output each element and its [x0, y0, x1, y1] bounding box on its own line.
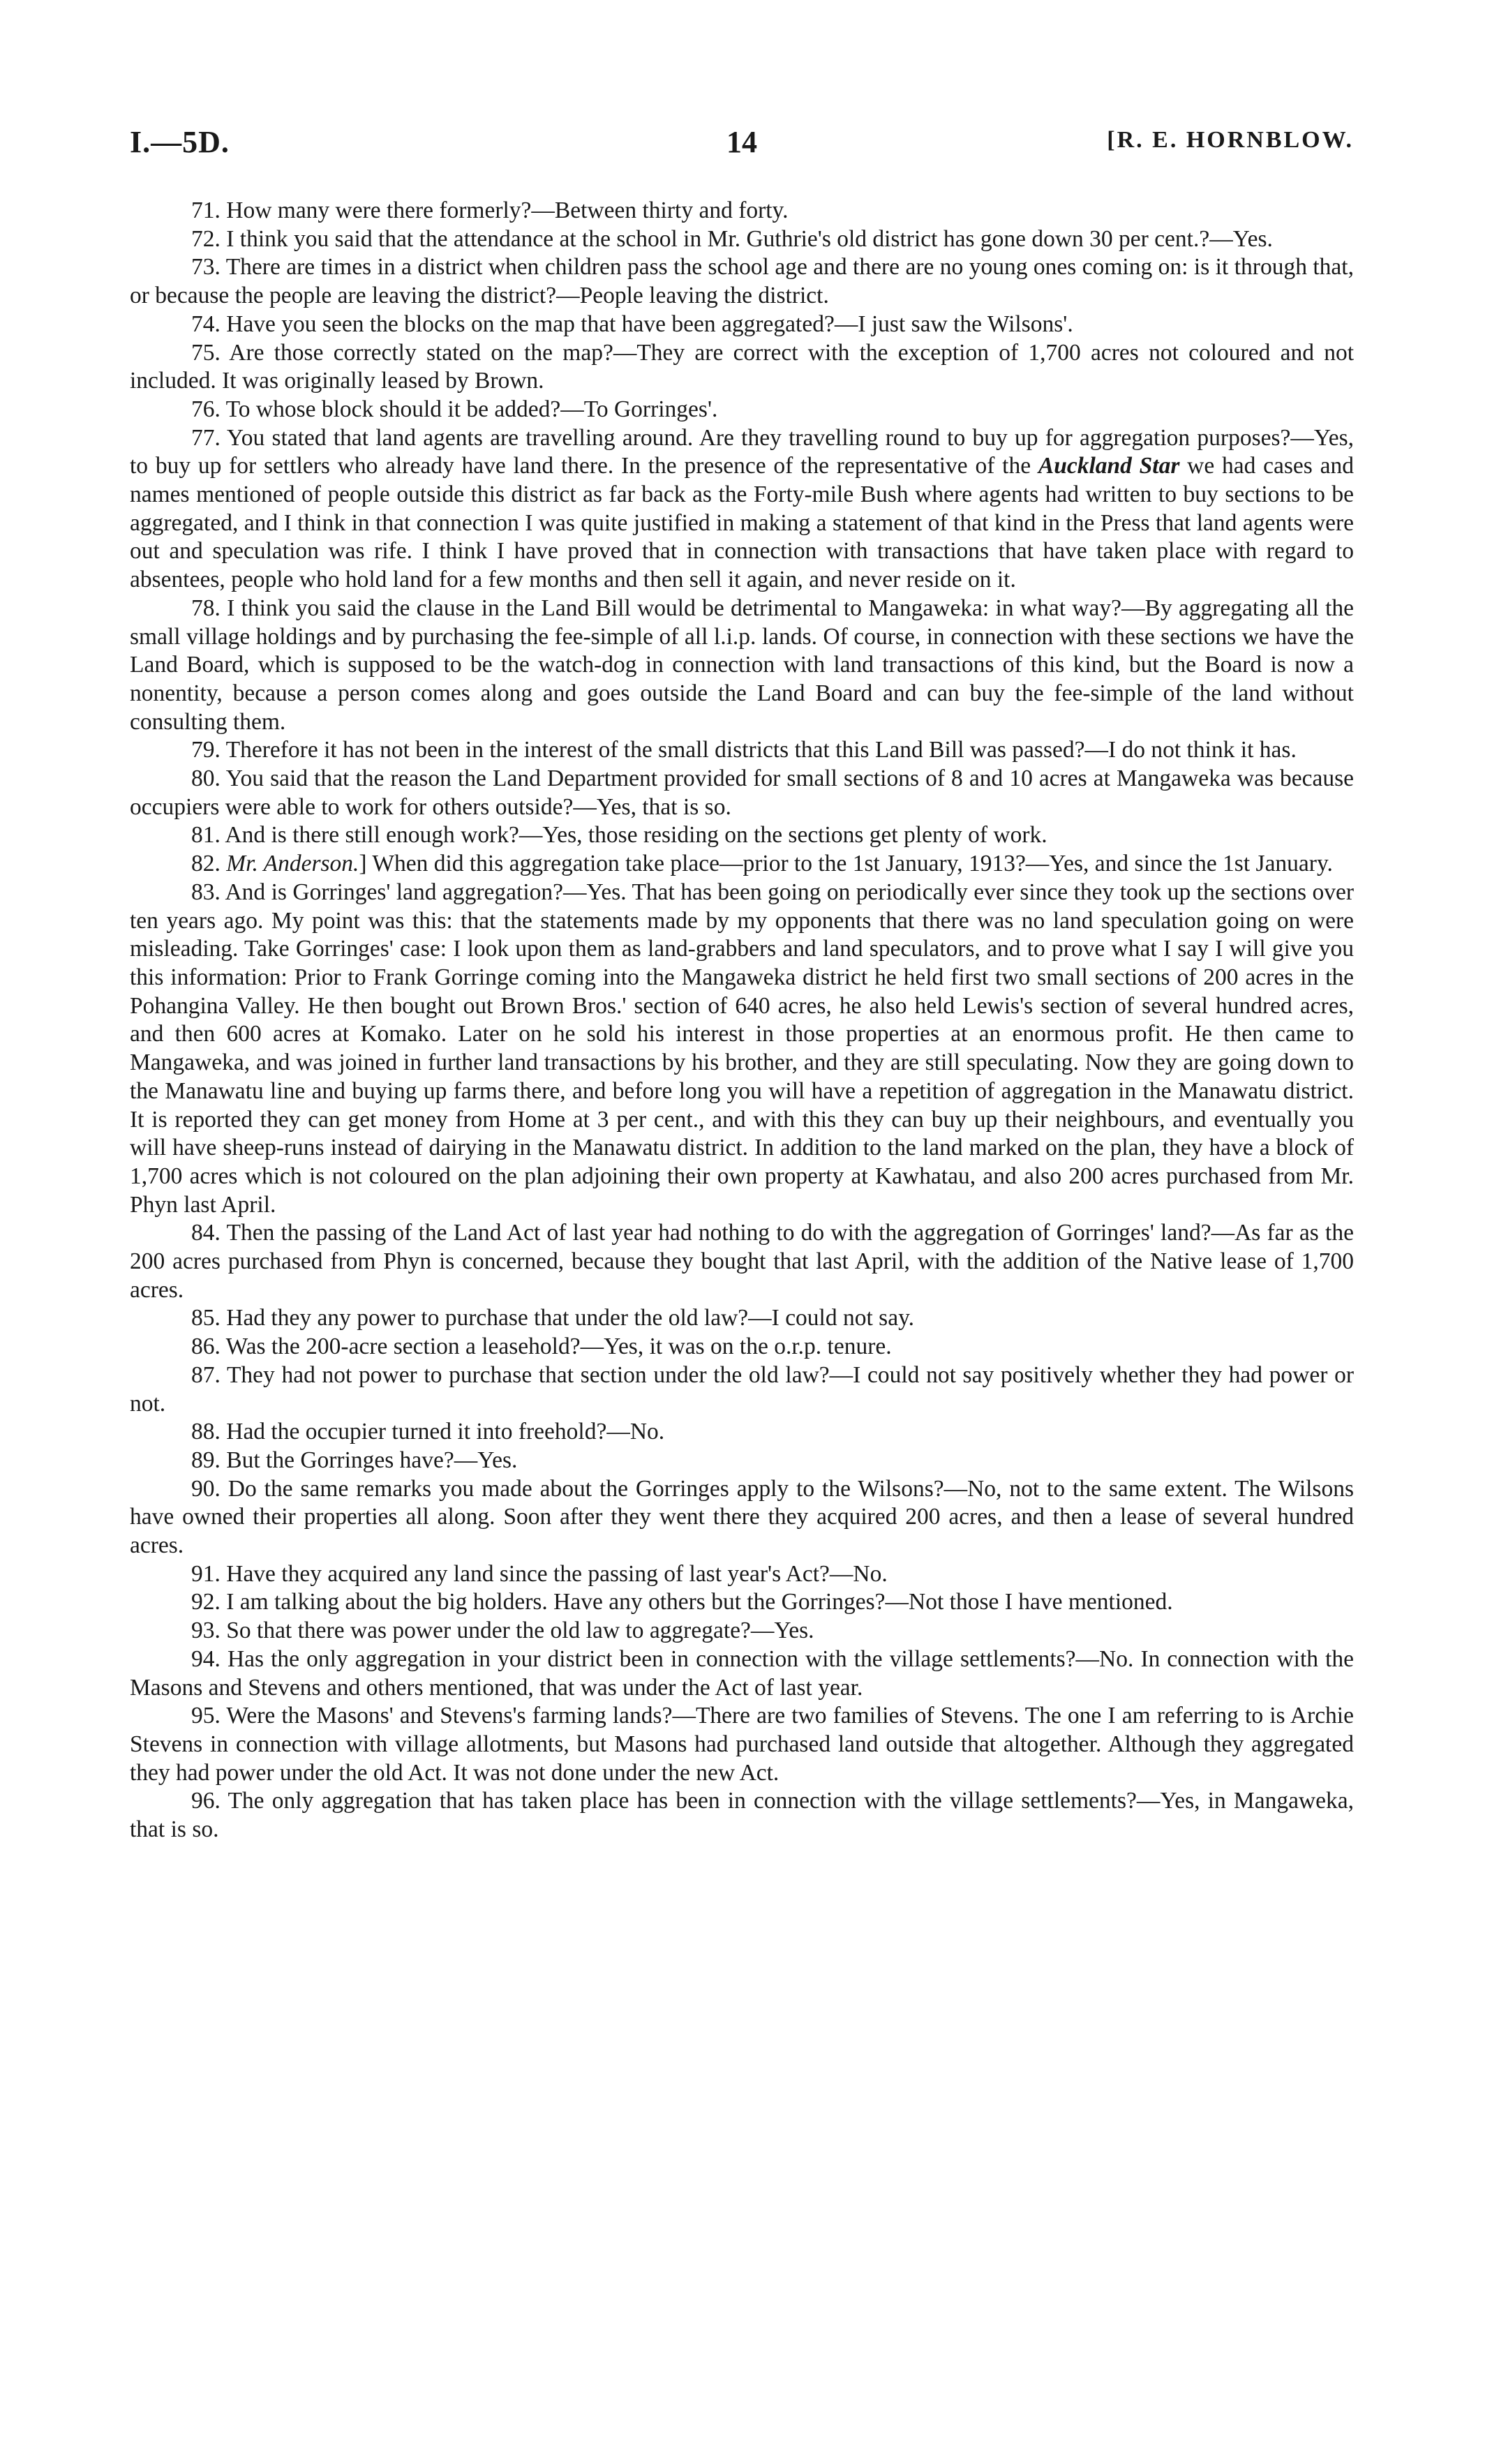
question-91: 91. Have they acquired any land since the passing of last year's Act?—No.: [191, 1560, 888, 1587]
page-header: [130, 124, 1354, 166]
question-93: 93. So that there was power under the old law to aggregate?—Yes.: [191, 1618, 814, 1644]
question-78: 78. I think you said the clause in the Land Bill would be detrimental to Mangaweka: in what way?—By aggregating all the small village holdings and by purchasing the fee-simple of all l.i.p. lands. Of course, in connection with these sections we have the Land Board, which is supposed to be the watch-dog in connection with land transactions of this kind, but the Board is now a nonentity, because a person comes along and goes outside the Land Board and can buy the fee-simple of the land without consulting them.: [130, 595, 1354, 735]
question-86: 86. Was the 200-acre section a leasehold?—Yes, it was on the o.r.p. tenure.: [191, 1334, 892, 1360]
question-72: 72. I think you said that the attendance at the school in Mr. Guthrie's old district has gone down 30 per cent.?—Yes.: [191, 225, 1273, 252]
question-75: 75. Are those correctly stated on the map?—They are correct with the exception of 1,700 acres not coloured and not included. It was originally leased by Brown.: [130, 339, 1354, 394]
question-88: 88. Had the occupier turned it into freehold?—No.: [191, 1419, 665, 1445]
question-87: 87. They had not power to purchase that section under the old law?—I could not say positively whether they had power or not.: [130, 1361, 1354, 1417]
question-92: 92. I am talking about the big holders. Have any others but the Gorringes?—Not those I have mentioned.: [191, 1589, 1173, 1615]
question-79: 79. Therefore it has not been in the interest of the small districts that this Land Bill was passed?—I do not think it has.: [191, 737, 1297, 763]
witness-name: [R. E. HORNBLOW.: [1107, 127, 1354, 153]
paper-reference: I.—5D.: [130, 125, 230, 159]
question-80: 80. You said that the reason the Land Department provided for small sections of 8 and 10 acres at Mangaweka was because occupiers were able to work for others outside?—Yes, that is so.: [130, 766, 1354, 820]
question-95: 95. Were the Masons' and Stevens's farming lands?—There are two families of Stevens. The one I am referring to is Archie Stevens in connection with village allotments, but Masons had purchased land outside that altogether. Although they aggregated they had power under the old Act. It was not done under the new Act.: [130, 1703, 1354, 1786]
newspaper-title: Auckland Star: [1038, 453, 1180, 479]
question-71: 71. How many were there formerly?—Between thirty and forty.: [191, 197, 789, 223]
question-82: 82. Mr. Anderson.] When did this aggregation take place—prior to the 1st January, 1913?—Yes, and since the 1st January.: [191, 851, 1333, 877]
question-89: 89. But the Gorringes have?—Yes.: [191, 1447, 518, 1473]
question-77: 77. You stated that land agents are travelling around. Are they travelling round to buy up for aggregation purposes?—Yes, to buy up for settlers who already have land there. In the presence of the representative of the Auckland Star we had cases and names mentioned of people outside this district as far back as the Forty-mile Bush where agents had written to buy sections to be aggregated, and I think in that connection I was quite justified in making a statement of that kind in the Press that land agents were out and speculation was rife. I think I have proved that in connection with transactions that have taken place with regard to absentees, people who hold land for a few months and then sell it again, and never reside on it.: [130, 424, 1354, 593]
evidence-text: [130, 197, 1354, 1844]
speaker-name: Mr. Anderson.: [226, 851, 359, 877]
question-85: 85. Had they any power to purchase that under the old law?—I could not say.: [191, 1305, 915, 1331]
question-94: 94. Has the only aggregation in your district been in connection with the village settlements?—No. In connection with the Masons and Stevens and others mentioned, that was under the Act of last year.: [130, 1645, 1355, 1701]
page-number: 14: [726, 125, 757, 159]
question-81: 81. And is there still enough work?—Yes, those residing on the sections get plenty of work.: [191, 822, 1047, 849]
question-74: 74. Have you seen the blocks on the map that have been aggregated?—I just saw the Wilsons'.: [191, 311, 1073, 337]
question-84: 84. Then the passing of the Land Act of last year had nothing to do with the aggregation of Gorringes' land?—As far as the 200 acres purchased from Phyn is concerned, because they bought that last April, with the addition of the Native lease of 1,700 acres.: [130, 1220, 1354, 1303]
question-90: 90. Do the same remarks you made about the Gorringes apply to the Wilsons?—No, not to the same extent. The Wilsons have owned their properties all along. Soon after they went there they acquired 200 acres, and then a lease of several hundred acres.: [130, 1475, 1355, 1559]
question-96: 96. The only aggregation that has taken place has been in connection with the village settlements?—Yes, in Mangaweka, that is so.: [130, 1788, 1354, 1843]
question-76: 76. To whose block should it be added?—To Gorringes'.: [191, 396, 718, 422]
question-83: 83. And is Gorringes' land aggregation?—Yes. That has been going on periodically ever since they took up the sections over ten years ago. My point was this: that the statements made by my opponents that there was no land speculation going on were misleading. Take Gorringes' case: I look upon them as land-grabbers and land speculators, and to prove what I say I will give you this information: Prior to Frank Gorringe coming into the Mangaweka district he held first two small sections of 200 acres in the Pohangina Valley. He then bought out Brown Bros.' section of 640 acres, he also held Lewis's section of several hundred acres, and then 600 acres at Komako. Later on he sold his interest in those properties at an enormous profit. He then came to Mangaweka, and was joined in further land transactions by his brother, and they are still speculating. Now they are going down to the Manawatu line and buying up farms there, and before long you will have a repetition of aggregation in the Manawatu district. It is reported they can get money from Home at 3 per cent., and with this they can buy up their neighbours, and eventually you will have sheep-runs instead of dairying in the Manawatu district. In addition to the land marked on the plan, they have a block of 1,700 acres which is not coloured on the plan adjoining their own property at Kawhatau, and also 200 acres purchased from Mr. Phyn last April.: [130, 879, 1354, 1218]
question-73: 73. There are times in a district when children pass the school age and there are no young ones coming on: is it through that, or because the people are leaving the district?—People leaving the district.: [130, 254, 1354, 309]
